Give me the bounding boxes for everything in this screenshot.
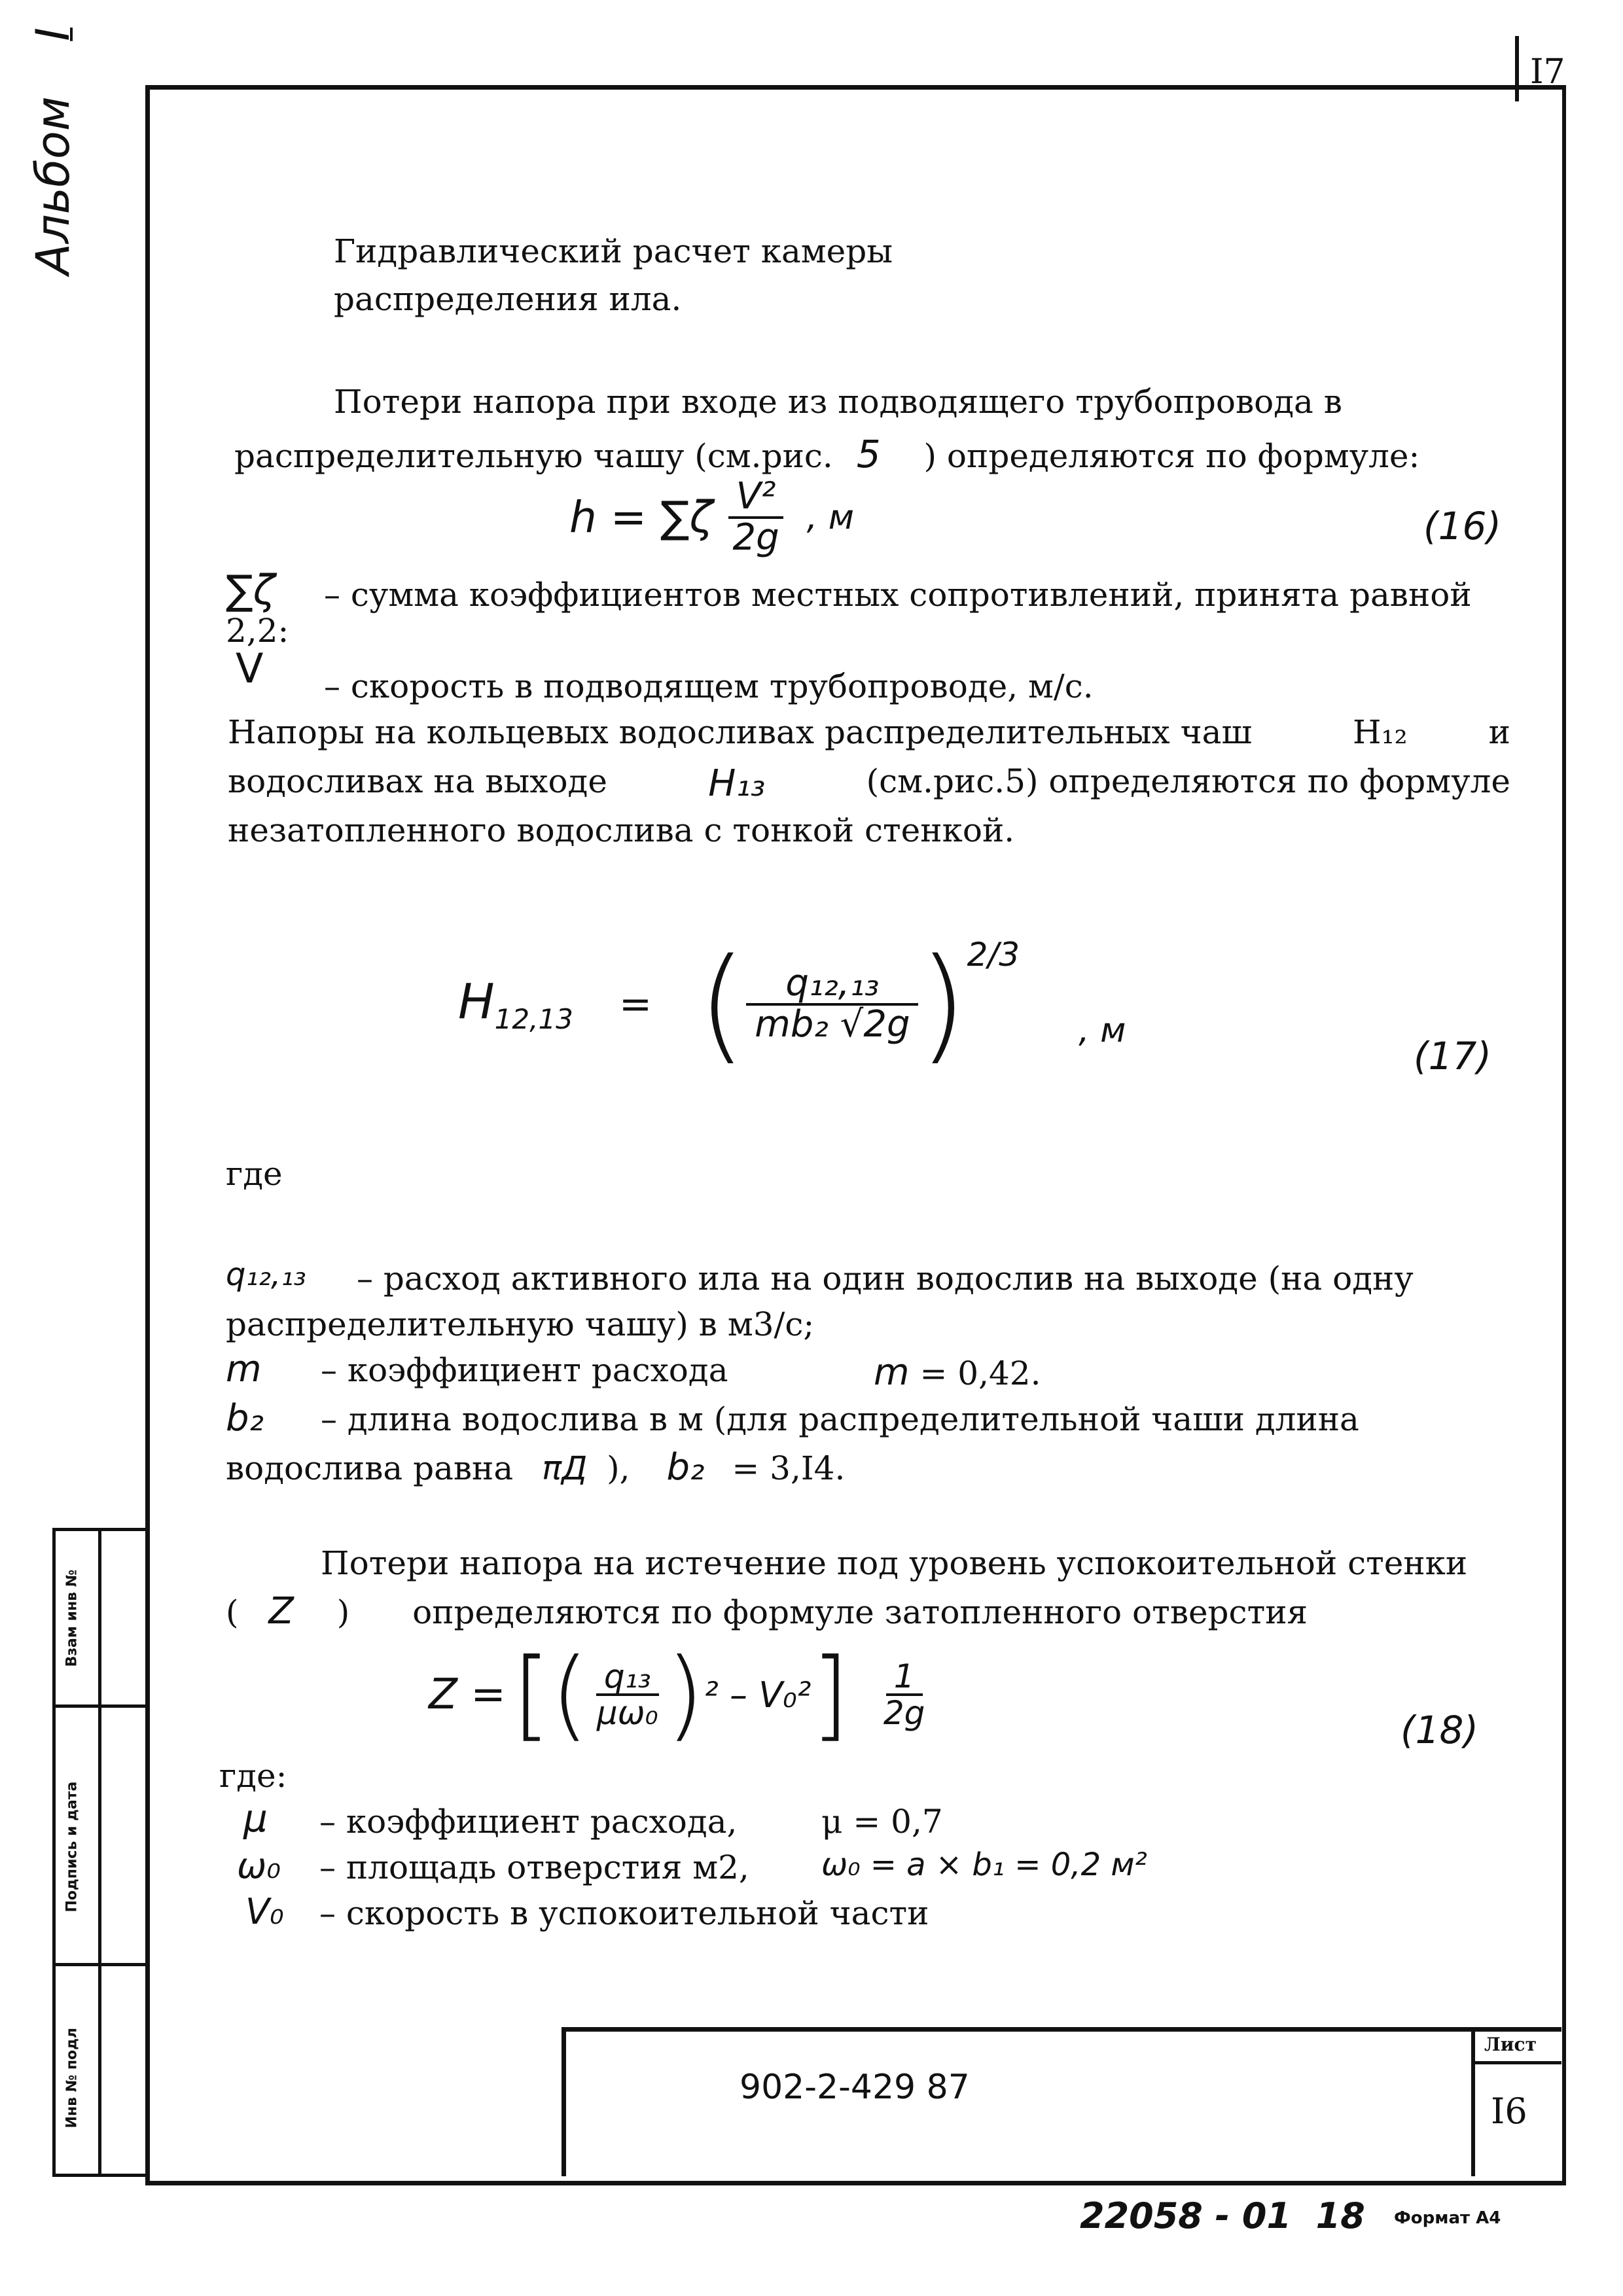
para2-line-3: незатопленного водослива с тонкой стенкой. [228,811,1015,849]
h12-label: H₁₂ [1352,713,1408,751]
formula-17-den: mb₂ √2g [755,1003,910,1046]
formula-18-fraction [589,1659,666,1731]
page-number: I7 [1530,52,1565,92]
para3-line-2-text: определяются по формуле затопленного отверстия [412,1593,1308,1631]
m-text: – коэффициент расхода [321,1351,728,1389]
sheet-label-line [1471,2061,1561,2064]
formula-18-frac-num: 1 [886,1659,923,1697]
para3-paren-open: ( [226,1593,239,1631]
side-label-podpis: Подпись и дата [63,1781,80,1913]
heading-line-2: распределения ила. [334,280,682,318]
para1-line-2 [234,432,1419,476]
formula-17-eq: = [618,981,652,1027]
side-label-vzam: Взам инв № [63,1569,80,1667]
album-label [26,27,80,275]
formula-16-lhs: h = ∑ζ [569,492,713,543]
formula-17-lhs-sub: 12,13 [494,1002,573,1035]
b2-value-symbol: b₂ [666,1446,705,1489]
title-block-divider [1471,2027,1475,2176]
formula-16-num: V² [728,478,784,519]
formula-17-unit: , м [1079,1011,1126,1050]
para2-line-1 [228,713,1510,751]
para2-line-2-a: водосливах на выходе [228,762,607,800]
formula-17-fraction [746,964,918,1044]
heading-line-1: Гидравлический расчет камеры [334,232,893,270]
formula-16-den: 2g [732,516,779,559]
title-block [562,2027,1561,2176]
para2-line-2 [228,762,1510,805]
v0-text: – скорость в успокоительной части [319,1894,929,1932]
side-label-inv: Инв № подл [63,2027,80,2128]
para3-line-1: Потери напора на истечение под уровень успокоительной стенки [321,1544,1468,1582]
mu-text: – коэффициент расхода, [319,1803,738,1841]
stamp-strip-line-outer [52,1528,56,2176]
stamp-strip-sep1 [52,1704,147,1708]
q-symbol: q₁₂,₁₃ [226,1256,306,1293]
q-text-2: распределительную чашу) в м3/с; [226,1305,815,1343]
para2-line-2-b: (см.рис.5) определяются по формуле [866,762,1510,800]
stamp-strip-top [52,1528,147,1531]
formula-18-den: μω₀ [596,1694,658,1732]
omega-symbol: ω₀ [237,1845,281,1886]
stamp-strip-sep2 [52,1963,147,1966]
stamp-strip-line-mid [98,1528,101,2176]
formula-18-bracket-close: ] [811,1638,849,1752]
mu-value: μ = 0,7 [821,1803,943,1841]
formula-16-unit: , м [806,497,854,537]
formula-17-lhs [458,974,573,1035]
sum-zeta-text: – сумма коэффициентов местных сопротивлений, принята равной [324,576,1472,614]
v-text: – скорость в подводящем трубопроводе, м/с. [324,667,1094,705]
b2-text-2-b: ), [607,1449,630,1487]
omega-value: ω₀ = a × b₁ = 0,2 м² [821,1846,1147,1883]
doc-code: 902-2-429 87 [740,2068,970,2107]
formula-17-paren-open: ( [698,932,747,1076]
archive-number: 22058 - 01 18 [1080,2195,1365,2236]
sum-zeta-symbol: ∑ζ [226,566,276,614]
para2-line-1-b: и [1488,713,1510,751]
b2-text-2-a: водослива равна [226,1449,514,1487]
sheet-number: I6 [1491,2091,1527,2132]
para1-line-2-b: ) определяются по формуле: [923,437,1420,475]
formula-16 [569,475,854,559]
z-symbol: Z [268,1590,294,1633]
mu-symbol: μ [243,1796,268,1841]
para2-line-1-a: Напоры на кольцевых водосливах распределительных чаш [228,713,1252,751]
v-symbol: V [236,645,264,692]
m-symbol: m [226,1348,262,1390]
b2-symbol: b₂ [226,1397,264,1439]
formula-17-number: (17) [1414,1034,1492,1078]
formula-16-fraction [724,475,787,559]
formula-18 [429,1638,933,1752]
formula-17-paren-close: ) [918,932,967,1076]
formula-17-lhs-h: H [458,974,495,1031]
v0-symbol: V₀ [245,1891,284,1932]
formula-18-bracket-open: [( [512,1638,589,1752]
b2-value-number: = 3,I4. [732,1449,846,1487]
pi-d: πД [542,1449,588,1487]
stamp-strip-bottom [52,2174,147,2177]
album-number: I [26,27,80,41]
para1-line-2-a: распределительную чашу (см.рис. [234,437,833,475]
m-value-number: = 0,42. [919,1354,1041,1392]
formula-18-num: q₁₃ [596,1659,659,1697]
omega-text: – площадь отверстия м2, [319,1848,749,1886]
formula-18-number: (18) [1400,1708,1479,1752]
formula-17 [458,932,1126,1076]
formula-18-frac-den: 2g [883,1694,925,1732]
sheet-label: Лист [1484,2034,1537,2055]
para3-line-2 [226,1590,1308,1633]
formula-18-lhs: Z = [429,1670,506,1719]
formula-16-number: (16) [1423,504,1502,548]
formula-18-rest: ² – V₀² [704,1674,812,1716]
where-2: где: [219,1757,287,1795]
formula-18-one-over-2g [876,1659,933,1731]
where-1: где [226,1155,283,1193]
b2-text: – длина водослива в м (для распределительной чаши длина [321,1400,1359,1438]
sum-zeta-text-2: 2,2: [226,612,289,650]
fig-ref: 5 [856,432,881,476]
para1-line-1: Потери напора при входе из подводящего трубопровода в [334,383,1342,421]
h13-label: H₁₃ [708,762,766,805]
q-text: – расход активного ила на один водослив на выходе (на одну [357,1260,1414,1298]
formula-17-exponent: 2/3 [967,936,1020,974]
m-value-symbol: m [874,1351,910,1394]
format-label: Формат А4 [1394,2208,1501,2228]
formula-18-paren-close: ) [666,1638,705,1752]
m-value [874,1351,1041,1394]
b2-text-2 [226,1446,845,1489]
formula-17-num: q₁₂,₁₃ [746,964,918,1006]
album-label-text: Альбом [26,96,80,275]
para3-paren-close: ) [336,1593,350,1631]
